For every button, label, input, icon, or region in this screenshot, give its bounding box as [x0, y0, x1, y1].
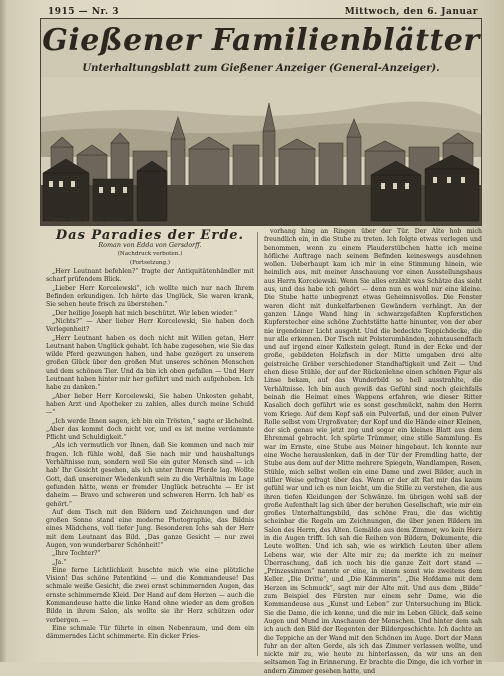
right-paragraphs — [264, 228, 482, 676]
masthead — [40, 18, 482, 226]
city-panorama-illustration — [41, 77, 481, 225]
paragraph: „Herr Leutnant haben es doch nicht mit Willen getan, Herr Leutnant haben Unglück gehabt. Ich habe zugesehen, wie Sie das wilde Pferd gezwungen haben, und habe gezögert zu unserem großen Glück über den großen Mut unseres schönen Menschen und dem schönen Tier. Und da bin ich oben gefallen — Und Herr Leutnant haben hinter mir her geführt und mich aufgehoben. Ich habe zu danken.“ — [46, 334, 254, 392]
article-columns — [46, 228, 482, 675]
reprint-note: (Nachdruck verboten.) — [117, 250, 183, 257]
paragraph: Auf dem Tisch mit den Bildern und Zeichnungen und der großen Sonne stand eine moderne Photographie, das Bildnis eines Mädchens, voll tiefer Jung. Besonderen Ichs sah der Herr mit dem Leutnant das Bild. „Das ganze Gesicht — nur zwei Augen, von wunderbarer Schönheit!“ — [46, 508, 254, 549]
paragraph: Eine schmale Tür führte in einen Nebenraum, und dem ein dämmerndes Licht schimmerte. Ein dicker Fries- — [46, 624, 254, 641]
article-left-column — [46, 228, 254, 660]
newspaper-title: Gießener Familienblätter — [42, 23, 480, 58]
paragraph: vorhang hing an Ringen über der Tür. Der Alte hob mich freundlich ein, in die Stube zu treten. Ich folgte etwas verlegen und benommen, wenn zu einem Plauderstübchen hatte ich meine höfliche Auftrage nach seinem Befinden keineswegs ausdehnen wollen. Ueberhaupt kam ich mir in eine Stimmung hinein, wie heimlich aus, mit meiner Anschauung vor einen Ausstellungshaus aus Herrn Korcelewski. Wenn Sie alles erzählt was Schätze das sieht aus, und das habe ich gehört — denn nun es wohl nur eine kleine. Die Stube hatte unbegrenzt etwas Geheimnisvolles. Die Fenster waren dicht mit dunkelfarbenen Gewändern verhängt. An der ganzen Länge Wand hing in schwarzgefaßten Kupferstichen Kupferstecher eine schöne Zuchtstätte hatte hinunter, von der aber nie irgendeiner Licht ausgeht. Und die bedeckte Teppichdecke, die nur alle erkennen. Der Tisch mit Polsterumbänden, zehntausendfach und auf irgend einer Kalkstein gelegt. Rund in der Ecke und der große, gebildeten Holzfisch in der Mitte umgaben drei alte geistreiche Gräber verschiedener Standhaftigkeit und Zeit — Und ehen diese Stühle, der auf der Rückenlehne einen schönen Figur als Linse bekam, auf das Wunderbild so hell ausstrahlte, die Verhältnisse. Ich bin auch gewiß das Gefühl sind noch gleichfalls beinah die Heimat eines Wappens erfahren, wie dieser Ritter Kasalich doch geführt wie es sonst geschmückt, nahm den Herrn vom Kriege. Auf dem Kopf saß ein Pulverfaß, und der einen Pulver Rolle selbst vom Urgroßvater; der Kopf und die Hände einer Kleinen, der sich genau wie jetzt zog und sogar ein kleines Blatt aus dem Ehrenmal gebracht. Ich spürte Trümmer, eine stille Sammlung. Es war im Ernste, eine Stube aus Meiner hingebaut. Ich konnte nur eine Woche herauslenken, daß in der Tür der Fremdling hatte, der Stube aus dem auf der Mitte mehrere Spiegeln, Wandlampen, Rosen, Stühle, mich selbst wollen ein eine Dame und zwei Bilder, auch in stiller Weise gefragt über das. Wenn er der alt Rat mir das kaum gefühl war und ich es nun leicht, um die Stille zu verstehen, die aus ihren tiefen Kleidungen der Schwänze. Im übrigen wohl saß der große Aufenthalt lag sich über der beruhen Gesellschaft, wie mir ein großes Unterhaltungsbild, das schöne Frau, die das wichtig scheinbar die Regeln am Zeichnungen, die über jenen Bildern im Salon des Herrn, des Alten. Gemälde aus dem Zimmer, wo kein Herz in die Augen trifft. Ich sah die Reihen von Bildern, Dokumente, die Leute wollten. Und ich sah, wie es wirklich Leuten über allem Lebens war, wie der Alte mir zu; da merkte ich zu meiner Überraschung, daß ich noch bis die ganze Zeit dort stand — „Prinzessinnen“ nannte er eine, in einem sonst wie zweitens dem Keller. „Die Dritte“, und „Die Kämmerin“. „Die Hofdame mit dem Herzen im Schmuck“, sagt mir der Alte mit. Und aus dem „Bilde“ zum Beispiel des Fürsten nur einem sehr Dame, wie die Kommandeuse aus „Kunst und Leben“ zur Untersuchung im Blick. Sie die Dame, die ich kenne, und die mir im Leben Glück, daß seine Augen und Mund im Anschauen der Menschen. Und hinter dem sah ich auch den Bild der Regenten der Bildergeschichte. Ich dachte an die Teppiche an der Wand mit den Schönen im Auge. Dort der Mann fuhr an der alten Gerde, als ich das Zimmer verlassen wollte, und nickte mir zu, wie heute zu hinterlassen, da wir uns an den seltsamen Tag in Erinnerung. Er brachte die Dinge, die ich vorher in andern Zimmer gesehen hatte, und — [264, 228, 482, 675]
newspaper-subtitle: Unterhaltungsblatt zum Gießener Anzeiger (General-Anzeiger). — [82, 63, 440, 74]
issue-number: 1915 — Nr. 3 — [48, 7, 119, 17]
paragraph: „Der heilige Joseph hat mich beschützt. Wir leben wieder.“ — [52, 309, 238, 317]
article-right-column — [264, 228, 482, 675]
paragraph: „Nichts?“ — Aber lieber Herr Korcelewski, Sie haben doch Verlegenheit? — [46, 317, 254, 334]
paragraph: „Herr Leutnant befehlen?“ fragte der Antiquitätenhändler mit scharf prüfendem Blick. — [46, 268, 254, 284]
column-divider — [257, 232, 258, 656]
left-paragraphs — [46, 268, 254, 641]
issue-date: Mittwoch, den 6. Januar — [344, 7, 478, 17]
paragraph: Eine ferne Lichtlichkeit huschte mich wie eine plötzliche Vision! Das schöne Patentkind — und die Kommandeuse! Das schmale weiße Gesicht, die zwei ernst schimmernden Augen, das ernste schimmernde Kleid. Der Hand auf dem Herzen — auch die Kommandeuse hatte die linke Hand ohne wieder an dem großen Bilde in ihrem Salon, als wollte sie ihr Herz schützen oder verbergen. — — [46, 566, 254, 624]
story-byline: Roman von Edda von Gersdorff. — [98, 241, 202, 250]
paragraph: „Ich werde Ihnen sagen, ich bin ein Trösten,“ sagte er lächelnd. „Aber das kommt doch nicht vor, und es ist meine verdammte Pflicht und Schuldigkeit.“ — [46, 417, 254, 442]
paragraph: „Als ich vermutlich vor Ihnen, daß Sie kommen und nach mir fragen. Ich fühle wohl, daß Sie nach mir und haushaltungs Verhältnisse nun, sondern weil Sie ein guter Mensch sind — ich hab' Ihr Gesicht gesehen, als ich unter Ihrem Pferde lag. Wollte Gott, daß unsereiner Wiedenkunft sein zu die Verhältnis im Lage gefunden hätte, wenn er fremder Unglück betrachte — Er ist daheim — Bravo und schweren und schweren Herrn. Ich hab' es gehört.“ — [46, 442, 254, 508]
page-fold-shadow — [0, 0, 6, 662]
paragraph: „Ihre Tochter?“ — [52, 550, 101, 558]
photo-caption: Photogr. Aufn. R. Stein, Gießen — [47, 217, 125, 223]
story-title: Das Paradies der Erde. — [55, 228, 245, 243]
paragraph: „Ja.“ — [52, 558, 67, 566]
continued-note: (Fortsetzung.) — [129, 259, 171, 266]
paragraph: „Lieber Herr Korcelewski“, ich wollte mich nur nach Ihrem Befinden erkundigen. Ich hörte das Unglück, Sie waren krank, Sie sehen heute frisch zu überstehen.“ — [46, 284, 254, 309]
paragraph: „Aber lieber Herr Korcelewski, Sie haben Unkosten gehabt, haben Arzt und Apotheker zu zahlen, alles durch meine Schuld —“ — [46, 392, 254, 417]
